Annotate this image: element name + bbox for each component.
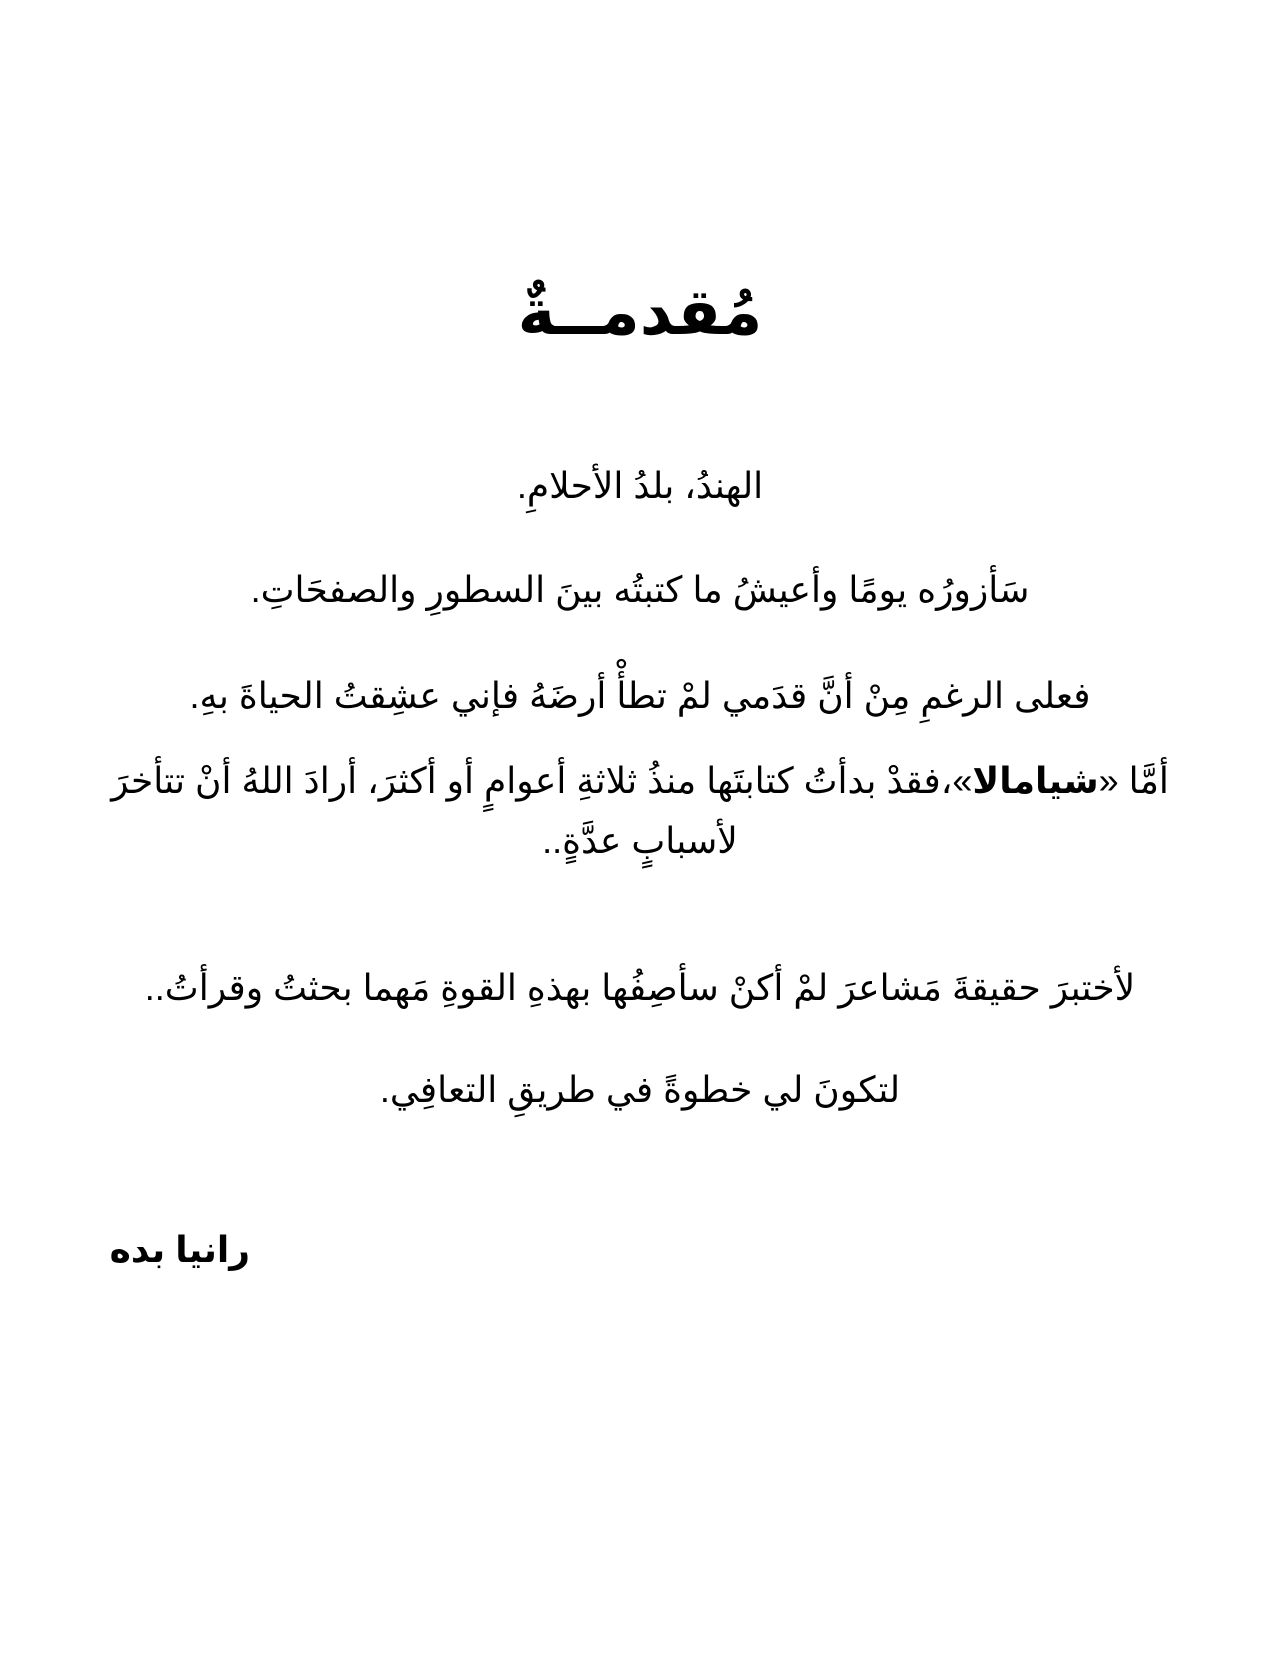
- paragraph-6: لتكونَ لي خطوةً في طريقِ التعافِي.: [379, 1069, 901, 1110]
- author-signature: رانيا بده: [109, 1229, 250, 1270]
- page-title: مُقدمــةٌ: [517, 276, 763, 348]
- paragraph-1: الهندُ، بلدُ الأحلامِ.: [516, 465, 764, 506]
- paragraph-2: سَأزورُه يومًا وأعيشُ ما كتبتُه بينَ السطورِ والصفحَاتِ.: [250, 569, 1030, 610]
- paragraph-4-after: »،فقدْ بدأتُ كتابتَها منذُ ثلاثةِ أعوامٍ أو أكثرَ، أرادَ اللهُ أنْ تتأخرَ لأسبابٍ عدَّةٍ..: [111, 760, 973, 861]
- book-title-emphasis: شيامالا: [972, 760, 1099, 801]
- paragraph-5: لأختبرَ حقيقةَ مَشاعرَ لمْ أكنْ سأصِفُها بهذهِ القوةِ مَهما بحثتُ وقرأتُ..: [144, 967, 1136, 1008]
- paragraph-3: فعلى الرغمِ مِنْ أنَّ قدَمي لمْ تطأْ أرضَهُ فإني عشِقتُ الحياةَ بهِ.: [189, 675, 1091, 716]
- paragraph-4: [100, 751, 1180, 871]
- paragraph-4-before: أمَّا «: [1098, 760, 1169, 801]
